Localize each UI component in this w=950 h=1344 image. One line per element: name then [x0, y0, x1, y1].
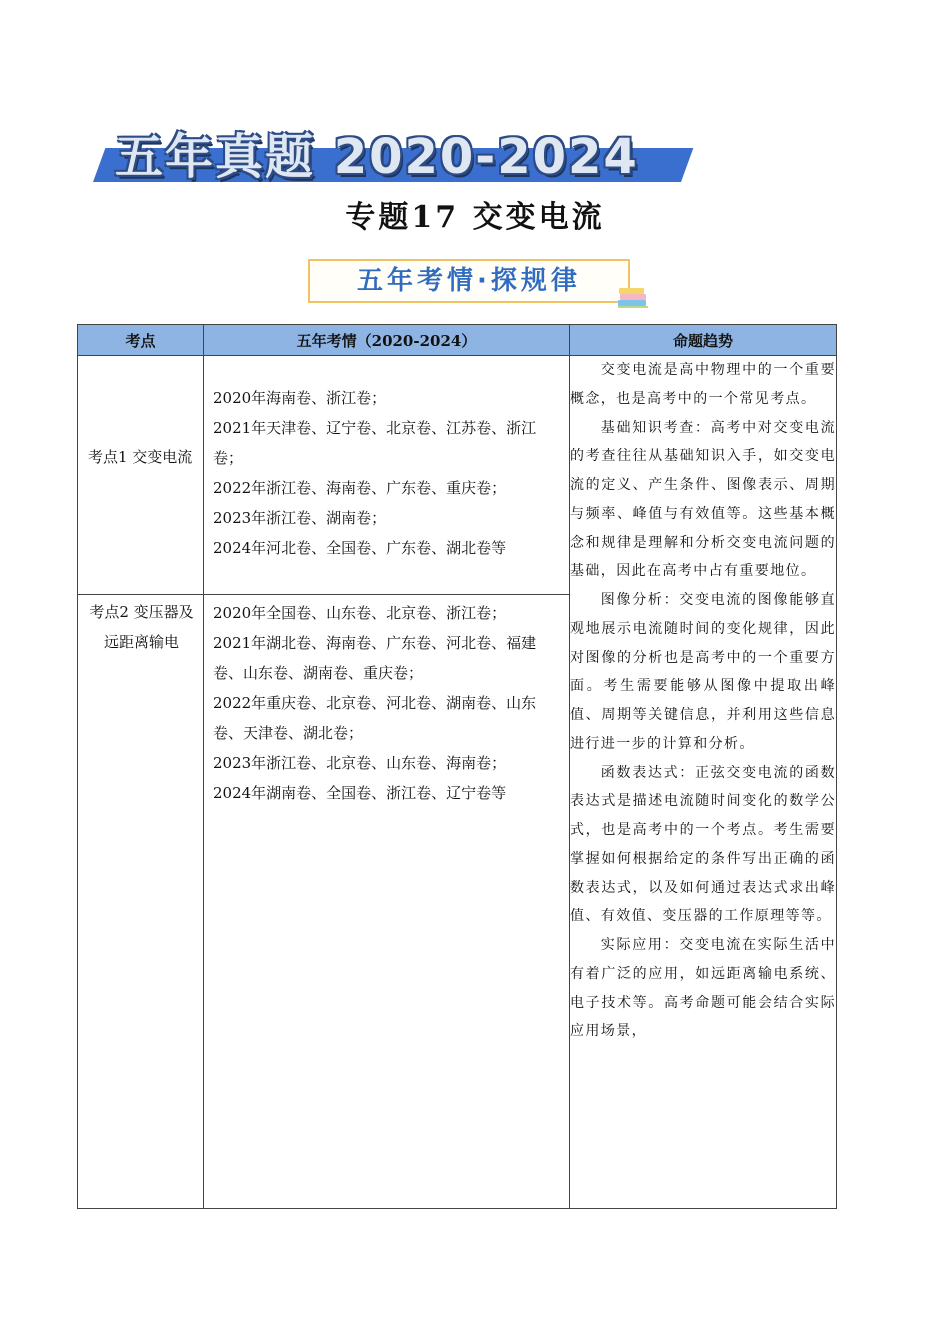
trend-paragraph: 图像分析：交变电流的图像能够直观地展示电流随时间的变化规律，因此对图像的分析也是高考中的一个重要方面。考生需要能够从图像中提取出峰值、周期等关键信息，并利用这些信息进行进一步的计算和分析。	[570, 592, 836, 752]
trend-paragraph: 交变电流是高中物理中的一个重要概念，也是高考中的一个常见考点。	[570, 362, 836, 407]
trend-paragraph: 函数表达式：正弦交变电流的函数表达式是描述电流随时间变化的数学公式，也是高考中的一个考点。考生需要掌握如何根据给定的条件写出正确的函数表达式，以及如何通过表达式求出峰值、有效值、变压器的工作原理等等。	[570, 764, 836, 925]
situation-item: 2021年湖北卷、海南卷、广东卷、河北卷、福建卷、山东卷、湖南卷、重庆卷；	[213, 634, 537, 682]
situation-item: 2020年海南卷、浙江卷；	[213, 389, 387, 407]
situation-item: 2022年浙江卷、海南卷、广东卷、重庆卷；	[213, 479, 507, 497]
trend-cell	[570, 356, 837, 1209]
situation-item: 2024年湖南卷、全国卷、浙江卷、辽宁卷等	[213, 784, 507, 802]
trend-paragraph: 实际应用：交变电流在实际生活中有着广泛的应用，如远距离输电系统、电子技术等。高考命题可能会结合实际应用场景，	[570, 937, 836, 1040]
exam-analysis-table	[77, 324, 837, 1209]
situation-cell	[204, 595, 570, 1209]
situation-list	[204, 595, 569, 808]
subtitle-text: 五年考情·探规律	[357, 266, 581, 296]
topic-title: 专题17 交变电流	[345, 200, 605, 235]
situation-item: 2020年全国卷、山东卷、北京卷、浙江卷；	[213, 604, 507, 622]
point-label: 考点2 变压器及远距离输电	[89, 603, 194, 651]
situation-item: 2024年河北卷、全国卷、广东卷、湖北卷等	[213, 539, 507, 557]
situation-item: 2021年天津卷、辽宁卷、北京卷、江苏卷、浙江卷；	[213, 419, 537, 467]
header-banner	[93, 118, 683, 184]
situation-item: 2023年浙江卷、北京卷、山东卷、海南卷；	[213, 754, 507, 772]
point-label: 考点1 交变电流	[88, 448, 193, 466]
subtitle-box	[308, 259, 630, 303]
banner-title: 五年真题 2020-2024	[115, 129, 639, 185]
header-situation: 五年考情（2020-2024）	[204, 325, 570, 356]
point-cell	[78, 595, 204, 1209]
header-point: 考点	[78, 325, 204, 356]
situation-list	[204, 356, 569, 563]
situation-item: 2022年重庆卷、北京卷、河北卷、湖南卷、山东卷、天津卷、湖北卷；	[213, 694, 537, 742]
situation-cell	[204, 356, 570, 595]
table-header-row	[78, 325, 837, 356]
trend-paragraph: 基础知识考查：高考中对交变电流的考查往往从基础知识入手，如交变电流的定义、产生条件、图像表示、周期与频率、峰值与有效值等。这些基本概念和规律是理解和分析交变电流问题的基础，因此在高考中占有重要地位。	[570, 419, 836, 580]
books-icon	[616, 284, 650, 310]
situation-item: 2023年浙江卷、湖南卷；	[213, 509, 387, 527]
header-trend: 命题趋势	[570, 325, 837, 356]
table-row	[78, 356, 837, 595]
point-cell	[78, 356, 204, 595]
